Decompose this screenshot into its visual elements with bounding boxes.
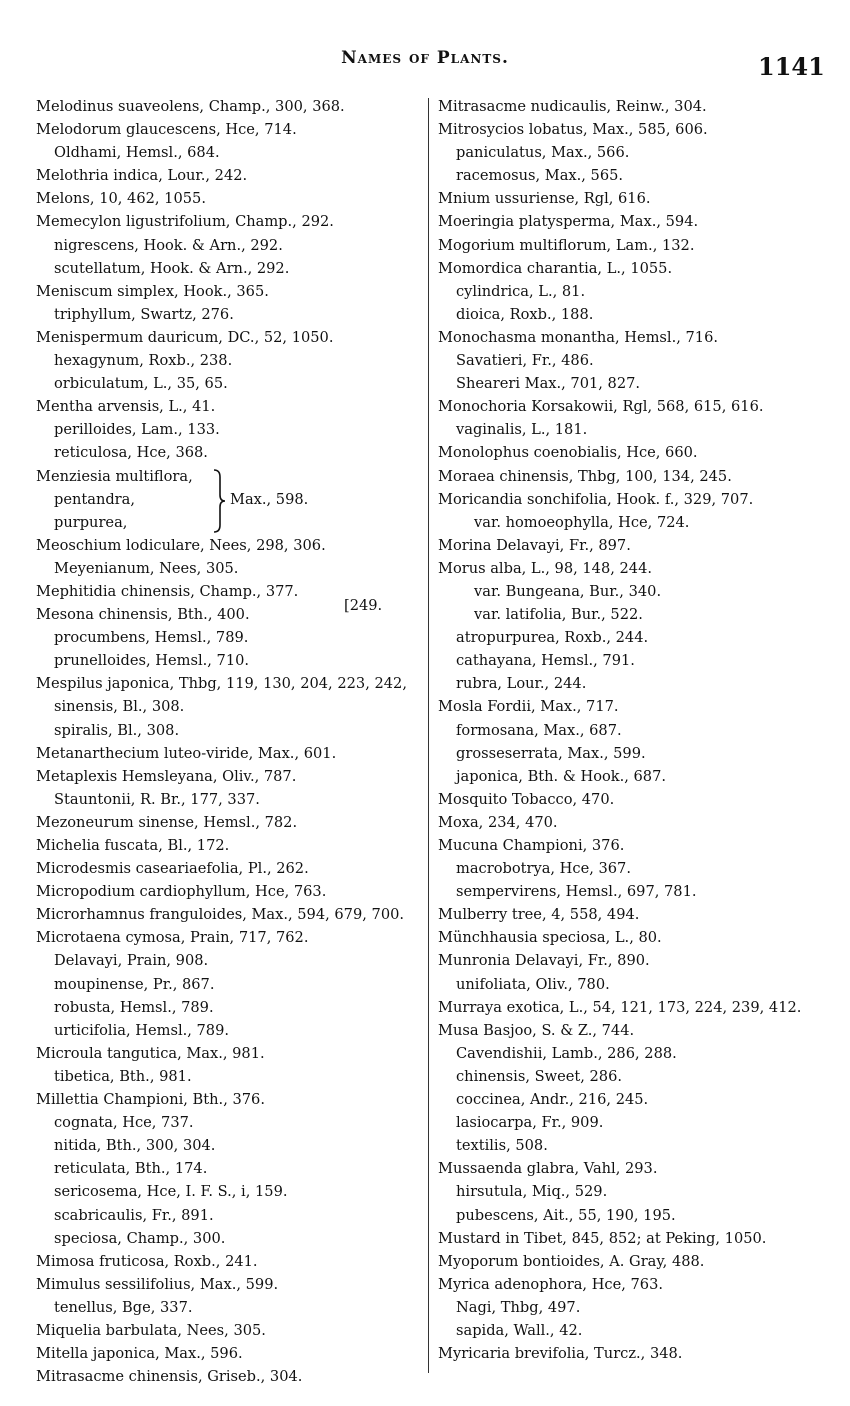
index-entry: Musa Basjoo, S. & Z., 744. bbox=[438, 1021, 635, 1039]
index-entry: Melodinus suaveolens, Champ., 300, 368. bbox=[36, 98, 345, 115]
index-subentry: tibetica, Bth., 981. bbox=[54, 1067, 192, 1085]
index-subentry: Oldhami, Hemsl., 684. bbox=[54, 144, 220, 162]
index-subentry: triphyllum, Swartz, 276. bbox=[54, 305, 234, 323]
index-subentry: var. Bungeana, Bur., 340. bbox=[474, 582, 662, 600]
index-subentry: atropurpurea, Roxb., 244. bbox=[456, 629, 649, 647]
index-entry: Mitrasacme chinensis, Griseb., 304. bbox=[36, 1368, 303, 1386]
index-entry: Mitella japonica, Max., 596. bbox=[36, 1345, 243, 1363]
page-title: Names of Plants. bbox=[341, 48, 509, 68]
index-subentry: scabricaulis, Fr., 891. bbox=[54, 1206, 214, 1224]
index-subentry: textilis, 508. bbox=[456, 1137, 548, 1155]
index-subentry: procumbens, Hemsl., 789. bbox=[54, 629, 249, 647]
index-subentry: pubescens, Ait., 55, 190, 195. bbox=[456, 1206, 676, 1224]
index-subentry: Savatieri, Fr., 486. bbox=[456, 352, 594, 370]
index-entry: Miquelia barbulata, Nees, 305. bbox=[36, 1321, 266, 1339]
index-subentry: macrobotrya, Hce, 367. bbox=[456, 860, 631, 878]
page-number: 1141 bbox=[758, 52, 825, 81]
index-subentry: var. latifolia, Bur., 522. bbox=[474, 606, 643, 624]
index-entry: Monochoria Korsakowii, Rgl, 568, 615, 616. bbox=[438, 398, 764, 416]
index-entry: Mephitidia chinensis, Champ., 377. bbox=[36, 582, 299, 600]
index-entry: Mosla Fordii, Max., 717. bbox=[438, 698, 619, 716]
index-entry: Mnium ussuriense, Rgl, 616. bbox=[438, 190, 651, 208]
index-entry: Menispermum dauricum, DC., 52, 1050. bbox=[36, 328, 334, 346]
brace-shared-reference: Max., 598. bbox=[230, 490, 309, 508]
curly-brace-icon bbox=[212, 469, 226, 533]
index-entry: Murraya exotica, L., 54, 121, 173, 224, 239, 412. bbox=[438, 998, 802, 1016]
index-subentry: hexagynum, Roxb., 238. bbox=[54, 352, 233, 370]
index-entry: Mussaenda glabra, Vahl, 293. bbox=[438, 1160, 658, 1178]
index-subentry: urticifolia, Hemsl., 789. bbox=[54, 1021, 230, 1039]
left-column bbox=[36, 95, 424, 1388]
index-subentry: unifoliata, Oliv., 780. bbox=[456, 975, 610, 993]
index-entry: Morina Delavayi, Fr., 897. bbox=[438, 536, 631, 554]
index-entry: Mulberry tree, 4, 558, 494. bbox=[438, 906, 640, 924]
index-subentry: dioica, Roxb., 188. bbox=[456, 305, 594, 323]
index-entry: Microrhamnus franguloides, Max., 594, 679, 700. bbox=[36, 906, 405, 924]
index-subentry: nitida, Bth., 300, 304. bbox=[54, 1137, 216, 1155]
index-entry: Meniscum simplex, Hook., 365. bbox=[36, 282, 269, 300]
index-entry: Morus alba, L., 98, 148, 244. bbox=[438, 559, 653, 577]
index-entry: Microtaena cymosa, Prain, 717, 762. bbox=[36, 929, 309, 947]
index-subentry: orbiculatum, L., 35, 65. bbox=[54, 375, 228, 393]
index-subentry: scutellatum, Hook. & Arn., 292. bbox=[54, 259, 290, 277]
index-entry: Michelia fuscata, Bl., 172. bbox=[36, 837, 230, 855]
index-entry: Monochasma monantha, Hemsl., 716. bbox=[438, 328, 718, 346]
index-entry: Mucuna Championi, 376. bbox=[438, 837, 625, 854]
index-subentry: perilloides, Lam., 133. bbox=[54, 421, 220, 439]
index-entry: Moricandia sonchifolia, Hook. f., 329, 707. bbox=[438, 490, 754, 508]
index-subentry: robusta, Hemsl., 789. bbox=[54, 998, 214, 1016]
column-divider bbox=[428, 98, 429, 1373]
index-entry: Mustard in Tibet, 845, 852; at Peking, 1050. bbox=[438, 1229, 767, 1247]
index-subentry: coccinea, Andr., 216, 245. bbox=[456, 1091, 649, 1109]
index-subentry: cognata, Hce, 737. bbox=[54, 1114, 194, 1132]
index-entry: Mosquito Tobacco, 470. bbox=[438, 790, 615, 808]
index-entry: Mezoneurum sinense, Hemsl., 782. bbox=[36, 813, 298, 831]
index-subentry: japonica, Bth. & Hook., 687. bbox=[456, 767, 667, 785]
index-subentry: Sheareri Max., 701, 827. bbox=[456, 375, 641, 393]
index-subentry: lasiocarpa, Fr., 909. bbox=[456, 1114, 604, 1132]
index-subentry: reticulosa, Hce, 368. bbox=[54, 444, 208, 462]
index-entry: Metanarthecium luteo-viride, Max., 601. bbox=[36, 744, 337, 762]
index-entry: Moraea chinensis, Thbg, 100, 134, 245. bbox=[438, 467, 732, 485]
index-entry: Munronia Delavayi, Fr., 890. bbox=[438, 952, 650, 970]
index-subentry: hirsutula, Miq., 529. bbox=[456, 1183, 608, 1201]
index-entry: Myoporum bontioides, A. Gray, 488. bbox=[438, 1252, 705, 1270]
index-subentry: sempervirens, Hemsl., 697, 781. bbox=[456, 883, 697, 901]
index-entry: Monolophus coenobialis, Hce, 660. bbox=[438, 444, 698, 462]
index-entry: Mesona chinensis, Bth., 400. bbox=[36, 606, 250, 624]
index-entry: Momordica charantia, L., 1055. bbox=[438, 259, 673, 277]
index-subentry: chinensis, Sweet, 286. bbox=[456, 1067, 622, 1085]
index-entry: Mimosa fruticosa, Roxb., 241. bbox=[36, 1252, 258, 1270]
index-entry: Myrica adenophora, Hce, 763. bbox=[438, 1275, 663, 1293]
index-subentry: Nagi, Thbg, 497. bbox=[456, 1298, 581, 1316]
index-entry: Metaplexis Hemsleyana, Oliv., 787. bbox=[36, 767, 297, 785]
index-entry: Moeringia platysperma, Max., 594. bbox=[438, 213, 699, 231]
index-subentry: Meyenianum, Nees, 305. bbox=[54, 559, 239, 577]
index-entry: Mimulus sessilifolius, Max., 599. bbox=[36, 1275, 279, 1293]
index-subentry: racemosus, Max., 565. bbox=[456, 167, 624, 185]
index-entry: Microdesmis caseariaefolia, Pl., 262. bbox=[36, 860, 309, 878]
index-subentry: reticulata, Bth., 174. bbox=[54, 1160, 208, 1178]
index-subentry: tenellus, Bge, 337. bbox=[54, 1298, 193, 1316]
index-entry: Münchhausia speciosa, L., 80. bbox=[438, 929, 662, 947]
index-subentry: grosseserrata, Max., 599. bbox=[456, 744, 646, 762]
index-entry: Meoschium lodiculare, Nees, 298, 306. bbox=[36, 536, 326, 554]
index-subentry: rubra, Lour., 244. bbox=[456, 675, 587, 693]
index-subentry: nigrescens, Hook. & Arn., 292. bbox=[54, 236, 283, 254]
index-entry: Melons, 10, 462, 1055. bbox=[36, 190, 206, 208]
index-entry: Mentha arvensis, L., 41. bbox=[36, 398, 216, 416]
index-entry: Myricaria brevifolia, Turcz., 348. bbox=[438, 1345, 683, 1363]
index-subentry: Delavayi, Prain, 908. bbox=[54, 952, 209, 970]
left-entries-group-2 bbox=[36, 534, 424, 1388]
index-entry: Micropodium cardiophyllum, Hce, 763. bbox=[36, 883, 327, 901]
index-entry: Menziesia multiflora, bbox=[36, 467, 193, 485]
index-entry: purpurea, bbox=[54, 513, 128, 531]
index-subentry: speciosa, Champ., 300. bbox=[54, 1229, 226, 1247]
index-entry: Melothria indica, Lour., 242. bbox=[36, 167, 248, 185]
index-entry: Mespilus japonica, Thbg, 119, 130, 204, 223, 242, bbox=[36, 675, 407, 693]
index-subentry: sinensis, Bl., 308. bbox=[54, 698, 185, 716]
menziesia-brace-group bbox=[36, 465, 424, 534]
index-entry: Memecylon ligustrifolium, Champ., 292. bbox=[36, 213, 334, 231]
index-subentry: var. homoeophylla, Hce, 724. bbox=[474, 513, 690, 531]
index-entry: Mitrosycios lobatus, Max., 585, 606. bbox=[438, 121, 708, 139]
index-subentry: Cavendishii, Lamb., 286, 288. bbox=[456, 1044, 677, 1062]
continuation-note: [249. bbox=[344, 597, 383, 614]
index-subentry: prunelloides, Hemsl., 710. bbox=[54, 652, 250, 670]
index-subentry: cylindrica, L., 81. bbox=[456, 282, 586, 300]
index-subentry: sericosema, Hce, I. F. S., i, 159. bbox=[54, 1183, 288, 1201]
index-entry: Melodorum glaucescens, Hce, 714. bbox=[36, 121, 297, 139]
index-subentry: Stauntonii, R. Br., 177, 337. bbox=[54, 790, 260, 808]
index-subentry: paniculatus, Max., 566. bbox=[456, 144, 630, 162]
index-subentry: formosana, Max., 687. bbox=[456, 721, 622, 739]
index-subentry: cathayana, Hemsl., 791. bbox=[456, 652, 635, 670]
index-subentry: vaginalis, L., 181. bbox=[456, 421, 588, 439]
index-entry: pentandra, bbox=[54, 490, 135, 508]
index-subentry: sapida, Wall., 42. bbox=[456, 1321, 583, 1339]
right-column bbox=[438, 95, 838, 1365]
index-subentry: spiralis, Bl., 308. bbox=[54, 721, 180, 739]
index-subentry: moupinense, Pr., 867. bbox=[54, 975, 215, 993]
index-entry: Millettia Championi, Bth., 376. bbox=[36, 1091, 265, 1109]
index-entry: Mitrasacme nudicaulis, Reinw., 304. bbox=[438, 98, 707, 115]
index-entry: Microula tangutica, Max., 981. bbox=[36, 1044, 265, 1062]
index-entry: Mogorium multiflorum, Lam., 132. bbox=[438, 236, 695, 254]
index-entry: Moxa, 234, 470. bbox=[438, 813, 558, 831]
left-entries-group-1 bbox=[36, 95, 424, 465]
